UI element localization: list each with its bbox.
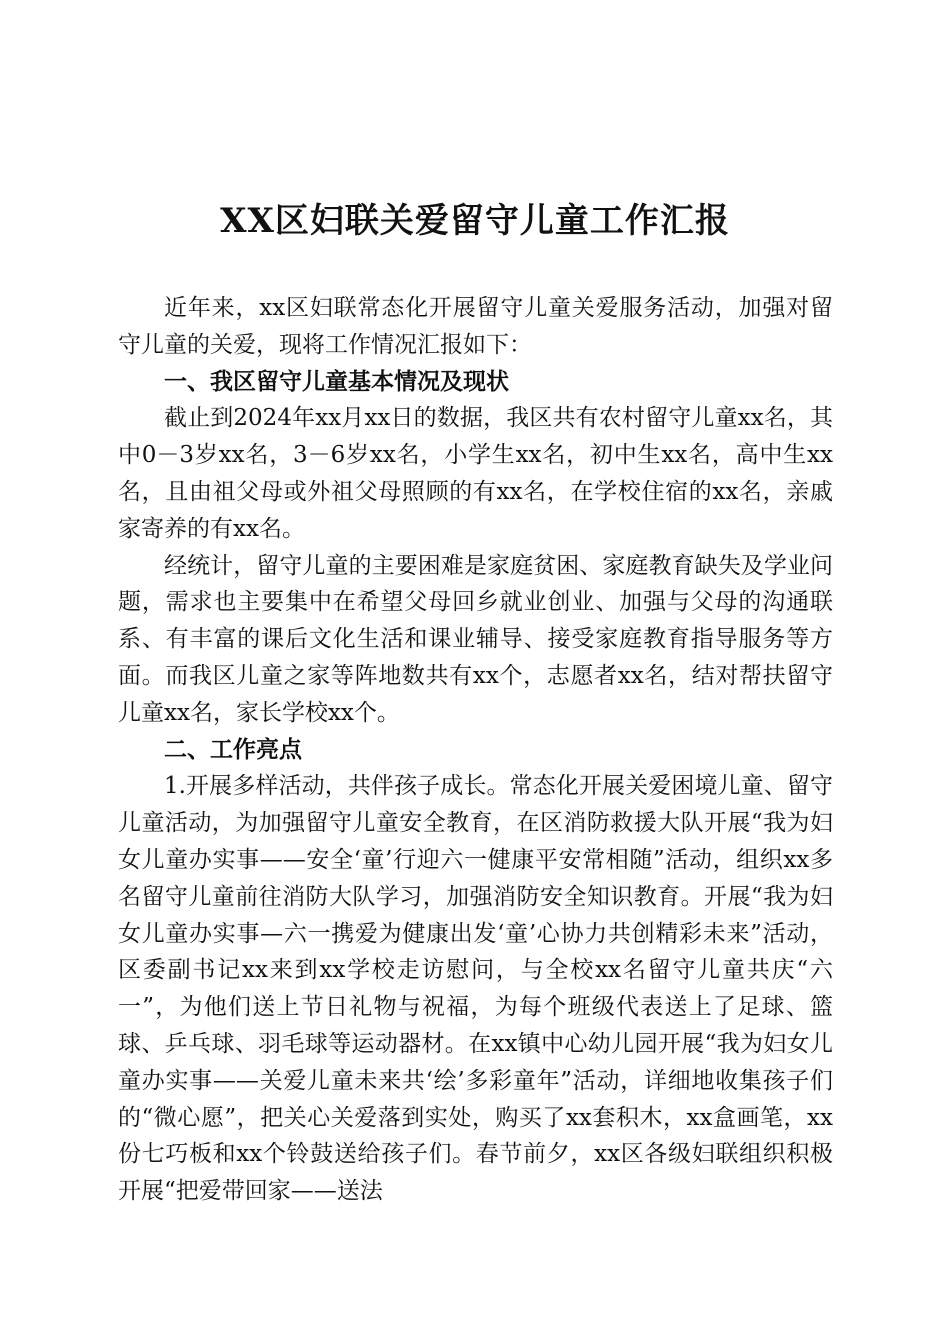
section-heading-2: 二、工作亮点 xyxy=(164,735,302,763)
intro-paragraph: 近年来，xx区妇联常态化开展留守儿童关爱服务活动，加强对留守儿童的关爱，现将工作情况汇报如下： xyxy=(118,295,833,358)
document-title: XX区妇联关爱留守儿童工作汇报 xyxy=(220,201,730,241)
section-heading-1: 一、我区留守儿童基本情况及现状 xyxy=(164,367,509,395)
body-paragraph-2: 经统计，留守儿童的主要困难是家庭贫困、家庭教育缺失及学业问题，需求也主要集中在希望父母回乡就业创业、加强与父母的沟通联系、有丰富的课后文化生活和课业辅导、接受家庭教育指导服务等方面。而我区儿童之家等阵地数共有xx个，志愿者xx名，结对帮扶留守儿童xx名，家长学校xx个。 xyxy=(118,552,833,726)
document-body xyxy=(118,290,833,1210)
body-paragraph-1: 截止到2024年xx月xx日的数据，我区共有农村留守儿童xx名，其中0－3岁xx名，3－6岁xx名，小学生xx名，初中生xx名，高中生xx名，且由祖父母或外祖父母照顾的有xx名，在学校住宿的xx名，亲戚家寄养的有xx名。 xyxy=(118,405,833,542)
body-paragraph-3: 1.开展多样活动，共伴孩子成长。常态化开展关爱困境儿童、留守儿童活动，为加强留守儿童安全教育，在区消防救援大队开展“我为妇女儿童办实事——安全‘童’行迎六一健康平安常相随”活动，组织xx多名留守儿童前往消防大队学习，加强消防安全知识教育。开展“我为妇女儿童办实事—六一携爱为健康出发‘童’心协力共创精彩未来”活动，区委副书记xx来到xx学校走访慰问，与全校xx名留守儿童共庆“六一”，为他们送上节日礼物与祝福，为每个班级代表送上了足球、篮球、乒乓球、羽毛球等运动器材。在xx镇中心幼儿园开展“我为妇女儿童办实事——关爱儿童未来共‘绘’多彩童年”活动，详细地收集孩子们的“微心愿”，把关心关爱落到实处，购买了xx套积木，xx盒画笔，xx份七巧板和xx个铃鼓送给孩子们。春节前夕，xx区各级妇联组织积极开展“把爱带回家——送法 xyxy=(118,773,833,1205)
